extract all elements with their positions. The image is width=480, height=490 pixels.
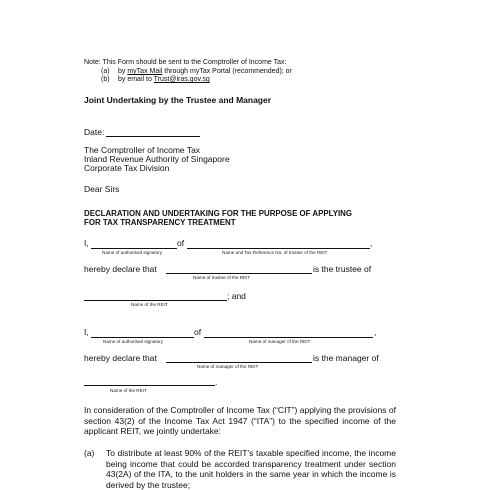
consideration-paragraph: In consideration of the Comptroller of Income Tax (“CIT”) applying the provisions of section 43(2) of the Income Tax Act 1947 (“ITA”) to the specified income of the applicant REIT, we jointly undertake: [84, 405, 396, 437]
declaration-title-line-2: FOR TAX TRANSPARENCY TREATMENT [84, 218, 236, 227]
trustee-comma: , [370, 238, 373, 248]
manager-period: . [215, 377, 218, 387]
trustee-name-caption: Name of trustee of the REIT [193, 275, 251, 280]
manager-name-caption: Name of manager of the REIT [249, 339, 311, 344]
is-trustee-label: is the trustee of [313, 264, 372, 274]
trustee-name-field[interactable] [166, 273, 312, 274]
item-a-text: To distribute at least 90% of the REIT’s taxable specified income, the income being income that could be accorded transparency treatment under section 43(2A) of the ITA, to the unit holders in the same year in which the income is derived by the trustee; [106, 448, 396, 490]
manager-signatory-field[interactable] [91, 337, 194, 338]
trustee-and-label: ; and [227, 291, 246, 301]
trustee-signatory-caption: Name of authorised signatory [102, 250, 163, 255]
manager-entity-field[interactable] [166, 362, 312, 363]
is-manager-label: is the manager of [313, 353, 379, 363]
trustee-reit-caption: Name of the REIT [131, 302, 168, 307]
note-item-a-marker: (a) [101, 68, 110, 75]
manager-of-label: of [194, 327, 202, 337]
note-intro: Note: This Form should be sent to the Comptroller of Income Tax: [84, 59, 287, 66]
trust-email-link[interactable]: Trust@iras.gov.sg [153, 76, 210, 83]
trustee-i-label: I, [84, 238, 89, 248]
form-heading: Joint Undertaking by the Trustee and Manager [84, 95, 272, 105]
manager-signatory-caption: Name of authorised signatory [103, 339, 164, 344]
manager-name-field[interactable] [204, 337, 373, 338]
address-line-1: The Comptroller of Income Tax [84, 145, 201, 155]
note-item-a-suffix: through myTax Portal (recommended); or [162, 68, 292, 75]
trustee-name-taxref-field[interactable] [187, 248, 370, 249]
trustee-signatory-field[interactable] [91, 248, 177, 249]
manager-reit-caption: Name of the REIT [110, 388, 147, 393]
note-item-a-prefix: by [118, 68, 128, 75]
manager-reit-field[interactable] [84, 385, 215, 386]
date-field-line[interactable] [106, 136, 200, 137]
address-line-2: Inland Revenue Authority of Singapore [84, 154, 230, 164]
note-item-b-prefix: by email to [118, 76, 154, 83]
declaration-title-line-1: DECLARATION AND UNDERTAKING FOR THE PURPOSE OF APPLYING [84, 209, 352, 218]
manager-declare-label: hereby declare that [84, 353, 157, 363]
item-a-marker: (a) [84, 448, 95, 458]
manager-i-label: I, [84, 327, 89, 337]
trustee-declare-label: hereby declare that [84, 264, 157, 274]
mytax-mail-link[interactable]: myTax Mail [127, 68, 163, 75]
trustee-reit-field[interactable] [84, 300, 227, 301]
date-label: Date: [84, 127, 105, 137]
trustee-name-taxref-caption: Name and Tax Reference No. of trustee of the REIT [222, 250, 328, 255]
manager-entity-caption: Name of manager of the REIT [197, 364, 259, 369]
manager-comma: , [374, 327, 377, 337]
address-line-3: Corporate Tax Division [84, 163, 170, 173]
salutation: Dear Sirs [84, 184, 120, 194]
note-item-b [118, 75, 210, 84]
trustee-of-label: of [177, 238, 185, 248]
note-item-b-marker: (b) [101, 76, 110, 83]
